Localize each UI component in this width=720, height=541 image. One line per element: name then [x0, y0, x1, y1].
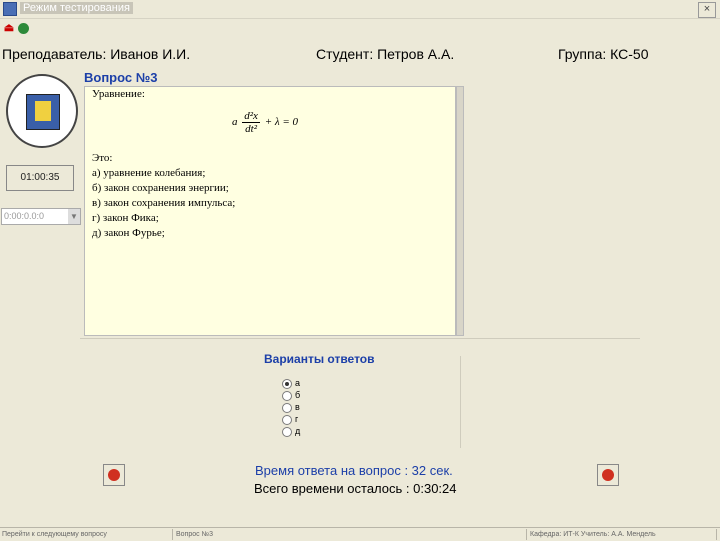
equation-prefix: a [232, 116, 238, 129]
answer-option[interactable]: д [282, 426, 300, 437]
divider [460, 356, 461, 448]
answer-option[interactable]: а [282, 378, 300, 389]
question-lead: Это: [92, 152, 113, 164]
option-text: в) закон сохранения импульса; [92, 197, 236, 209]
question-time: Время ответа на вопрос : 32 сек. [255, 463, 453, 478]
close-button[interactable]: × [698, 2, 716, 18]
window-title: Режим тестирования [20, 2, 133, 14]
radio-button[interactable] [282, 427, 292, 437]
timer-display: 01:00:35 [6, 165, 74, 191]
question-scrollbar[interactable] [456, 86, 464, 336]
radio-button[interactable] [282, 415, 292, 425]
equation-suffix: + λ = 0 [264, 116, 299, 129]
answer-option[interactable]: б [282, 390, 300, 401]
answer-option[interactable]: в [282, 402, 300, 413]
question-intro: Уравнение: [92, 88, 145, 100]
teacher-label: Преподаватель: Иванов И.И. [2, 46, 191, 62]
status-department: Кафедра: ИТ-К Учитель: А.А. Мендель [530, 529, 717, 540]
chevron-down-icon[interactable]: ▼ [68, 209, 80, 224]
toolbar [0, 19, 720, 37]
status-bar [0, 527, 720, 541]
option-text: а) уравнение колебания; [92, 167, 206, 179]
group-label: Группа: КС-50 [558, 46, 649, 62]
time-remaining: Всего времени осталось : 0:30:24 [254, 481, 457, 496]
emblem-icon [26, 94, 60, 130]
status-hint: Перейти к следующему вопросу [2, 529, 173, 540]
equation [232, 110, 298, 135]
status-question: Вопрос №3 [176, 529, 527, 540]
app-icon [3, 2, 17, 16]
exit-icon[interactable]: ⏏ [3, 22, 15, 34]
answers-title: Варианты ответов [264, 352, 375, 366]
divider [80, 338, 640, 339]
student-label: Студент: Петров А.А. [316, 46, 455, 62]
title-bar [0, 0, 720, 19]
radio-button[interactable] [282, 403, 292, 413]
university-logo [6, 74, 78, 148]
prev-question-button[interactable] [103, 464, 125, 486]
equation-numerator: d²x [244, 110, 258, 122]
option-text: д) закон Фурье; [92, 227, 165, 239]
next-question-button[interactable] [597, 464, 619, 486]
answer-option[interactable]: г [282, 414, 298, 425]
time-combo[interactable] [1, 208, 81, 225]
radio-button[interactable] [282, 379, 292, 389]
go-icon[interactable] [18, 23, 29, 34]
equation-denominator: dt² [245, 123, 258, 135]
question-number: Вопрос №3 [84, 70, 158, 85]
option-text: б) закон сохранения энергии; [92, 182, 229, 194]
radio-button[interactable] [282, 391, 292, 401]
option-text: г) закон Фика; [92, 212, 159, 224]
time-combo-value: 0:00:0.0:0 [4, 211, 45, 221]
